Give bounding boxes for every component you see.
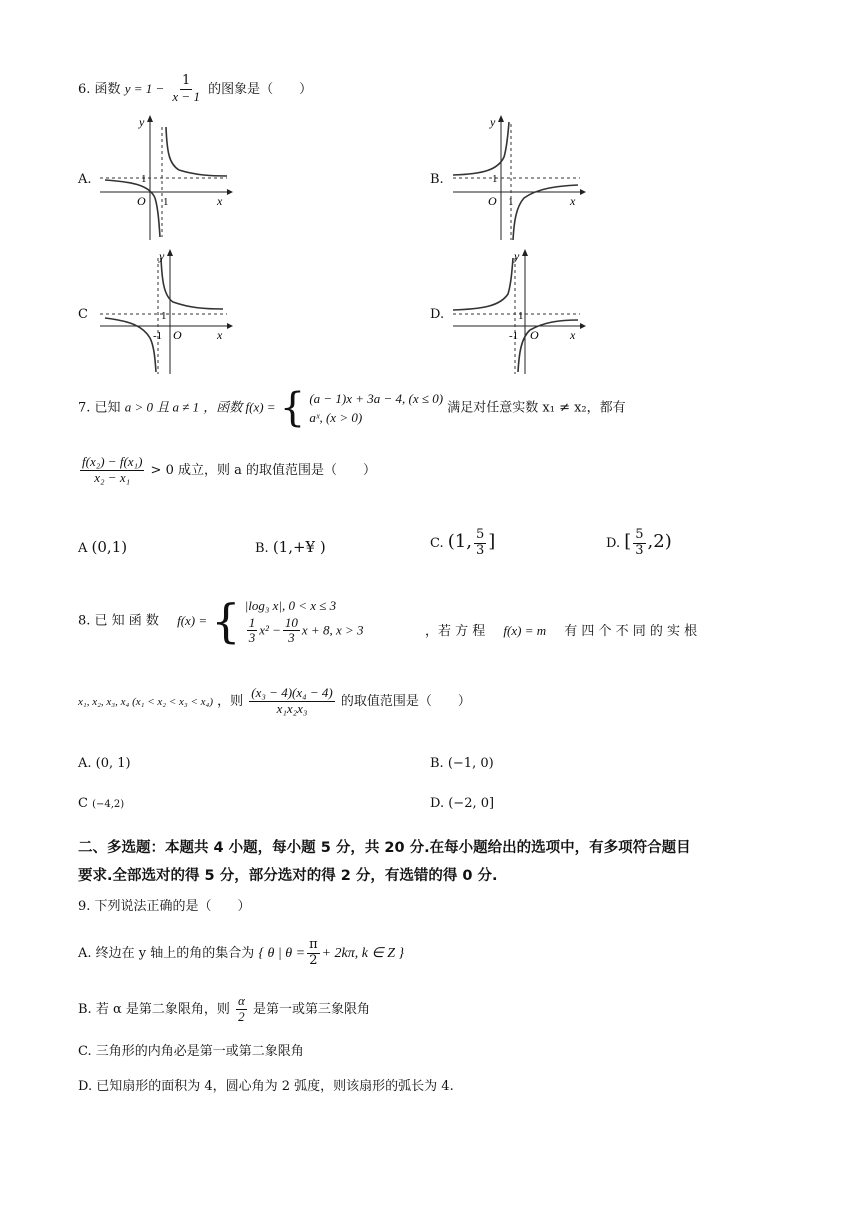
q7-inequality-frac — [80, 455, 144, 486]
q7-option-c-left: (1, — [447, 530, 472, 552]
q9-stem: 9. 下列说法正确的是（ ） — [78, 899, 251, 914]
q9-option-b-suffix: 是第一或第三象限角 — [252, 1001, 370, 1017]
graph-d-neg-one: -1 — [509, 330, 519, 342]
q6-graph-b — [448, 112, 588, 242]
q6-stem — [78, 74, 312, 105]
section2-line1: 二、多选题：本题共 4 小题，每小题 5 分，共 20 分.在每小题给出的选项中，有多项符合题目 — [78, 840, 691, 856]
q8-frac1-den: 3 — [248, 630, 256, 646]
q8-frac1-num: 1 — [248, 614, 256, 630]
q8-frac2-num: 10 — [284, 614, 298, 630]
q8-piecewise — [245, 596, 364, 646]
q7-option-c-label: C. — [430, 535, 444, 551]
q8-stem — [78, 594, 364, 649]
q6-stem-prefix: 6. 函数 — [78, 81, 121, 97]
q9-option-a-set-right: + 2kπ, k ∈ Z } — [321, 945, 405, 961]
q7-option-b-label: B. — [255, 541, 269, 556]
q8-case-2 — [245, 616, 364, 647]
q7-option-a-label: A — [78, 541, 88, 556]
q7-piecewise — [309, 389, 443, 428]
q7-case-1: (a − 1)x + 3a − 4, (x ≤ 0) — [309, 390, 444, 406]
q7-ineq-num: f(x₂) − f(x₁) — [82, 454, 143, 469]
q6-graph-d — [448, 246, 588, 376]
q8-case2-left: x² − — [259, 621, 281, 637]
q9-option-b-den: 2 — [238, 1008, 245, 1024]
graph-c-y: y — [159, 249, 165, 263]
q9-option-a-den: 2 — [309, 952, 318, 968]
graph-a-origin: O — [137, 194, 146, 208]
q7-option-b[interactable] — [255, 538, 326, 556]
q8-func-label: f(x) = — [177, 612, 208, 628]
q7-case-2: aˣ, (x > 0) — [309, 410, 363, 425]
q7-option-d-left: [ — [624, 530, 632, 552]
q7-stem-prefix: 7. 已知 — [78, 400, 121, 416]
q7-option-d[interactable] — [606, 528, 672, 559]
q6-stem-suffix: 的图象是（ ） — [208, 81, 313, 97]
q9-option-b[interactable] — [78, 994, 370, 1025]
graph-b-x: x — [570, 194, 576, 208]
q7-line2 — [78, 455, 376, 486]
q8-roots: x₁, x₂, x₃, x₄ (x₁ < x₂ < x₃ < x₄) — [78, 695, 213, 708]
graph-c-origin: O — [173, 328, 182, 342]
q6-frac-num: 1 — [182, 73, 191, 88]
q6-fraction — [170, 74, 202, 105]
q7-stem — [78, 385, 626, 431]
q8-option-a-value: (0, 1) — [95, 756, 131, 771]
q8-option-d-label: D. — [430, 796, 445, 811]
q8-stem-mid: ，若 方 程 — [425, 624, 486, 639]
q7-option-c-frac — [474, 528, 486, 559]
q9-option-a[interactable] — [78, 938, 404, 969]
q8-option-a[interactable] — [78, 756, 131, 771]
graph-a-y: y — [139, 115, 145, 129]
q9-option-a-set-left: { θ | θ = — [258, 945, 306, 961]
q7-brace: { — [279, 385, 306, 431]
q8-then: ，则 — [217, 693, 244, 709]
q8-frac2-den: 3 — [288, 630, 295, 646]
graph-d-one-y: 1 — [518, 310, 524, 322]
graph-a-x: x — [217, 194, 223, 208]
graph-b-one-y: 1 — [492, 173, 498, 185]
q8-stem-suffix: 有 四 个 不 同 的 实 根 — [564, 624, 698, 639]
q6-option-d-label[interactable]: D. — [430, 307, 445, 322]
section2-line2: 要求.全部选对的得 5 分，部分选对的得 2 分，有选错的得 0 分. — [78, 868, 498, 884]
graph-d-origin: O — [530, 328, 539, 342]
q7-option-c-den: 3 — [475, 542, 485, 558]
graph-c-x: x — [217, 328, 223, 342]
q6-graph-a — [95, 112, 235, 242]
q7-line2-suffix: 成立，则 a 的取值范围是（ ） — [177, 462, 376, 478]
q8-option-b-value: (−1, 0) — [447, 756, 494, 771]
q7-option-c-right: ] — [488, 530, 496, 552]
q8-option-c[interactable] — [78, 796, 124, 811]
graph-d-x: x — [570, 328, 576, 342]
q8-expr-num: (x₃ − 4)(x₄ − 4) — [251, 685, 333, 700]
q8-stem-prefix: 8. 已 知 函 数 — [78, 613, 159, 629]
graph-b-one-x: 1 — [508, 196, 514, 208]
q6-graph-c — [95, 246, 235, 376]
q8-case2-frac1 — [247, 616, 258, 647]
q7-option-c[interactable] — [430, 528, 495, 559]
graph-a-one-x: 1 — [163, 196, 169, 208]
q7-func-label: ，函数 f(x) = — [203, 399, 276, 415]
q8-option-a-label: A. — [78, 756, 92, 771]
q8-case-1: |log₃ x|, 0 < x ≤ 3 — [244, 598, 337, 613]
q7-option-d-den: 3 — [635, 542, 644, 558]
q8-option-d[interactable] — [430, 796, 494, 811]
q7-option-a-value: (0,1) — [91, 538, 128, 556]
q7-condition: a > 0 且 a ≠ 1 — [124, 399, 200, 415]
q8-option-c-label: C — [78, 796, 88, 811]
q7-stem-suffix: 满足对任意实数 x₁ ≠ x₂，都有 — [447, 400, 626, 416]
graph-a-one-y: 1 — [141, 173, 147, 185]
q8-option-b-label: B. — [430, 756, 444, 771]
q6-equation: y = 1 − — [124, 80, 165, 96]
q8-case2-frac2 — [283, 616, 300, 647]
q6-option-c-label[interactable]: C — [78, 307, 88, 322]
q7-option-c-num: 5 — [475, 527, 485, 542]
q8-option-c-value: (−4,2) — [92, 799, 125, 810]
q9-option-b-prefix: B. 若 α 是第二象限角，则 — [78, 1001, 230, 1017]
q6-option-a-label[interactable]: A. — [78, 172, 92, 187]
q7-option-b-value: (1,+¥ ) — [272, 538, 326, 556]
graph-d-y: y — [514, 249, 520, 263]
q9-option-a-prefix: A. 终边在 y 轴上的角的集合为 — [78, 945, 255, 961]
q9-option-d[interactable]: D. 已知扇形的面积为 4，圆心角为 2 弧度，则该扇形的弧长为 4. — [78, 1079, 454, 1094]
q6-frac-den: x − 1 — [172, 88, 200, 104]
q8-line2 — [78, 686, 471, 717]
q8-option-b[interactable] — [430, 756, 494, 771]
q8-line2-suffix: 的取值范围是（ ） — [340, 693, 471, 709]
graph-b-y: y — [490, 115, 496, 129]
q6-option-b-label[interactable]: B. — [430, 172, 444, 187]
q9-option-a-frac — [307, 938, 320, 969]
q7-option-d-label: D. — [606, 535, 621, 551]
q9-option-c[interactable]: C. 三角形的内角必是第一或第二象限角 — [78, 1044, 304, 1059]
q9-option-b-num: α — [238, 993, 245, 1008]
q7-option-d-num: 5 — [635, 527, 644, 542]
q8-brace: { — [211, 594, 241, 649]
q7-option-d-right: ,2) — [647, 530, 672, 552]
q9-option-a-num: π — [309, 937, 318, 952]
q7-option-a[interactable] — [78, 538, 127, 556]
q8-stem-right — [425, 620, 697, 639]
graph-c-one-y: 1 — [161, 310, 167, 322]
q7-ineq-gt: > 0 — [150, 462, 174, 478]
q9-option-b-frac — [236, 994, 247, 1025]
q8-expression — [249, 686, 334, 717]
graph-b-origin: O — [488, 194, 497, 208]
q7-option-d-frac — [633, 528, 645, 559]
graph-c-neg-one: -1 — [153, 330, 163, 342]
q7-ineq-den: x₂ − x₁ — [94, 469, 131, 485]
q8-equation: f(x) = m — [503, 623, 547, 638]
q8-case2-right: x + 8, x > 3 — [301, 621, 364, 637]
q8-expr-den: x₁x₂x₃ — [276, 700, 308, 716]
q8-option-d-value: (−2, 0] — [448, 796, 495, 811]
